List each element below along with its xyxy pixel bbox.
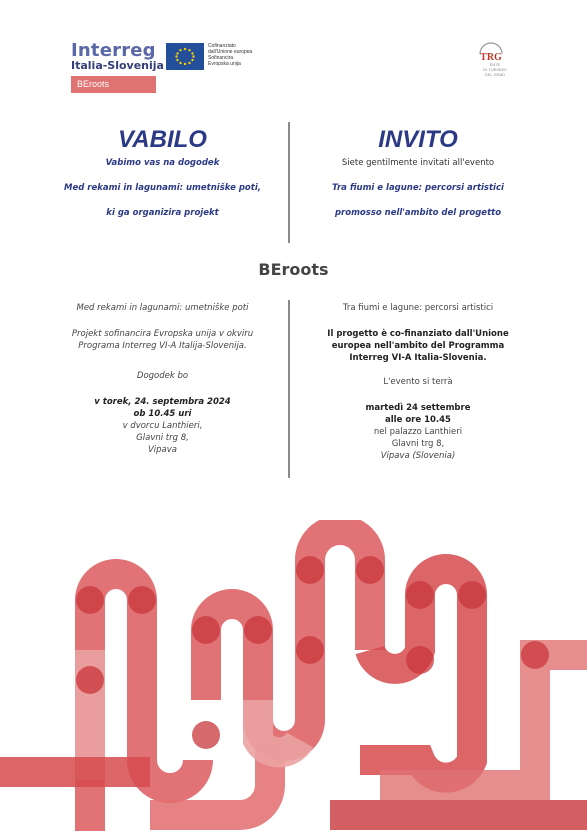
interreg-logo-word: Interreg [71, 40, 156, 61]
left-event-line-1: Med rekami in lagunami: umetniške poti, [64, 183, 261, 193]
project-title: BEroots [258, 260, 329, 279]
project-badge: BEroots [71, 76, 156, 93]
left-funding-line-2: Programa Interreg VI-A Italija-Slovenija. [78, 341, 247, 351]
right-funding-line-2: europea nell'ambito del Programma [331, 341, 505, 351]
left-time: ob 10.45 uri [133, 409, 192, 419]
right-event-name: Tra fiumi e lagune: percorsi artistici [342, 303, 494, 313]
right-funding-line-1: Il progetto è co-finanziato dall'Unione [327, 329, 509, 339]
trg-sub-line: DI TURISMO [483, 67, 507, 72]
right-event-line-2: promosso nell'ambito del progetto [334, 208, 502, 218]
eu-text-line: Evropska unija [208, 61, 241, 67]
ribbon-middle [206, 530, 370, 746]
trg-logo-text: TRG [480, 52, 502, 63]
left-event-intro: Dogodek bo [136, 371, 189, 381]
title-vabilo: VABILO [118, 126, 207, 153]
title-invito: INVITO [378, 126, 458, 153]
right-invitation-block [298, 126, 538, 218]
right-event-intro: L'evento si terrà [383, 377, 453, 387]
trg-logo-subtitle [478, 62, 512, 77]
left-place: v dvorcu Lanthieri, [122, 421, 203, 431]
left-invitation-block [40, 126, 285, 218]
right-address: Glavni trg 8, [391, 439, 445, 449]
right-details-block [298, 302, 538, 462]
decorative-ribbons [0, 520, 587, 831]
right-city: Vipava (Slovenia) [380, 451, 456, 461]
left-address: Glavni trg 8, [136, 433, 189, 443]
left-city: Vipava [147, 445, 178, 455]
right-invite-line: Siete gentilmente invitati all'evento [341, 158, 495, 168]
interreg-logo-subtitle: Italia-Slovenija [71, 59, 164, 72]
trg-sub-line: ENTE [489, 62, 501, 67]
left-funding-line-1: Projekt sofinancira Evropska unija v okviru [71, 329, 254, 339]
eu-flag-icon [166, 43, 204, 70]
eu-text-line: dall'Unione europea [208, 49, 253, 55]
right-funding-line-3: Interreg VI-A Italia-Slovenia. [349, 353, 487, 363]
left-date: v torek, 24. septembra 2024 [94, 397, 231, 407]
trg-sub-line: DEL GRAD [484, 72, 506, 77]
eu-cofunding-text [208, 43, 268, 67]
right-place: nel palazzo Lanthieri [373, 427, 463, 437]
right-event-line-1: Tra fiumi e lagune: percorsi artistici [332, 183, 504, 193]
left-invite-line: Vabimo vas na dogodek [105, 158, 220, 168]
eu-text-line: Sofinancira [208, 55, 234, 61]
eu-text-line: Cofinanziato [208, 43, 236, 49]
column-divider-top [288, 122, 290, 243]
right-time: alle ore 10.45 [385, 415, 451, 425]
left-event-name: Med rekami in lagunami: umetniške poti [76, 303, 249, 313]
right-date: martedì 24 settembre [365, 403, 471, 413]
left-details-block [40, 302, 285, 456]
column-divider-bottom [288, 300, 290, 478]
left-event-line-2: ki ga organizira projekt [106, 208, 219, 218]
